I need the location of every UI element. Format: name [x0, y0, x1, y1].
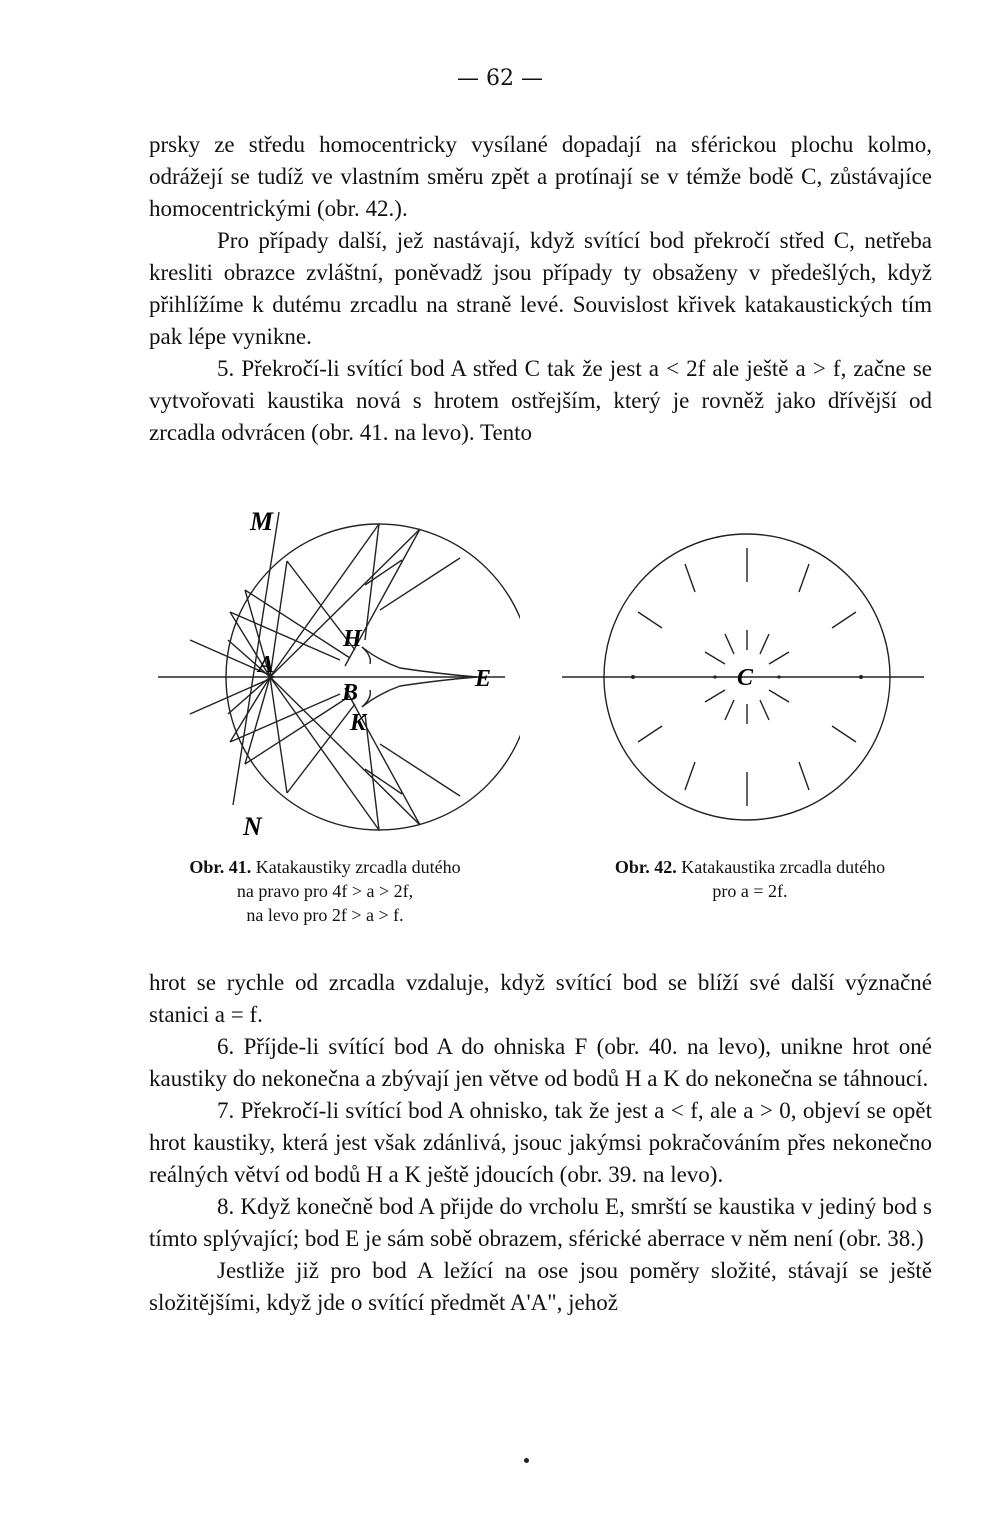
- bottom-text-block: [149, 967, 932, 1319]
- paragraph-item-7: 7. Překročí-li svítící bod A ohnisko, tak že jest a < f, ale a > 0, objeví se opět hrot kaustiky, která jest však zdánlivá, jsouc jakýmsi pokračováním přes nekonečno reálných větví od bodů H a K ještě jdoucích (obr. 39. na levo).: [149, 1098, 932, 1187]
- label-M: M: [250, 507, 274, 536]
- caption-41-line-3: na levo pro 2f > a > f.: [246, 905, 404, 925]
- paragraph: Pro případy další, jež nastávají, když svítící bod překročí střed C, netřeba kresliti obrazce zvláštní, poněvadž jsou případy ty obsaženy v předešlých, když přihlížíme k dutému zrcadlu na straně levé. Souvislost křivek katakaustických tím pak lépe vynikne.: [149, 228, 932, 349]
- paragraph-continuation: hrot se rychle od zrcadla vzdaluje, když svítící bod se blíží své další význačné stanici a = f.: [149, 970, 932, 1027]
- top-text-block: [149, 129, 932, 449]
- figure-41-caption: [145, 855, 505, 927]
- caption-42-line-1: Katakaustika zrcadla dutého: [681, 857, 886, 877]
- figure-42-diagram: [560, 530, 930, 830]
- caption-41-lead: Obr. 41.: [189, 857, 252, 877]
- paragraph: Jestliže již pro bod A ležící na ose jsou poměry složité, stávají se ještě složitějšími, když jde o svítící předmět A'A", jehož: [149, 1258, 932, 1315]
- label-K: K: [350, 710, 367, 736]
- label-N: N: [243, 812, 262, 841]
- paragraph-item-5: 5. Překročí-li svítící bod A střed C tak že jest a < 2f ale ještě a > f, začne se vytvořovati kaustika nová s hrotem ostřejším, který je rovněž jako dřívější od zrcadla odvrácen (obr. 41. na levo). Tento: [149, 356, 932, 445]
- ink-speck: [524, 1458, 529, 1463]
- paragraph-item-6: 6. Příjde-li svítící bod A do ohniska F (obr. 40. na levo), unikne hrot oné kaustiky do nekonečna a zbývají jen větve od bodů H a K do nekonečna se táhnoucí.: [149, 1034, 932, 1091]
- caustic-upper: [362, 647, 477, 677]
- caption-41-line-2: na pravo pro 4f > a > 2f,: [236, 881, 414, 901]
- label-C: C: [737, 665, 754, 691]
- figure-42-caption: [565, 855, 935, 903]
- caustic-lower: [362, 677, 477, 707]
- label-E: E: [475, 666, 492, 692]
- label-H: H: [343, 626, 362, 652]
- caption-42-lead: Obr. 42.: [614, 857, 677, 877]
- paragraph-continuation: prsky ze středu homocentricky vysílané dopadají na sférickou plochu kolmo, odrážejí se tudíž ve vlastním směru zpět a protínají se v témže bodě C, zůstávajíce homocentrickými (obr. 42.).: [149, 132, 932, 221]
- label-B: B: [342, 680, 359, 706]
- page-number: — 62 —: [457, 66, 543, 91]
- paragraph-item-8: 8. Když konečně bod A přijde do vrcholu E, smrští se kaustika v jediný bod s tímto splývající; bod E je sám sobě obrazem, sférické aberrace v něm není (obr. 38.): [149, 1194, 932, 1251]
- label-A: A: [258, 652, 275, 678]
- figure-41-diagram: [150, 500, 520, 845]
- caption-42-line-2: pro a = 2f.: [712, 881, 788, 901]
- caption-41-line-1: Katakaustiky zrcadla dutého: [255, 857, 461, 877]
